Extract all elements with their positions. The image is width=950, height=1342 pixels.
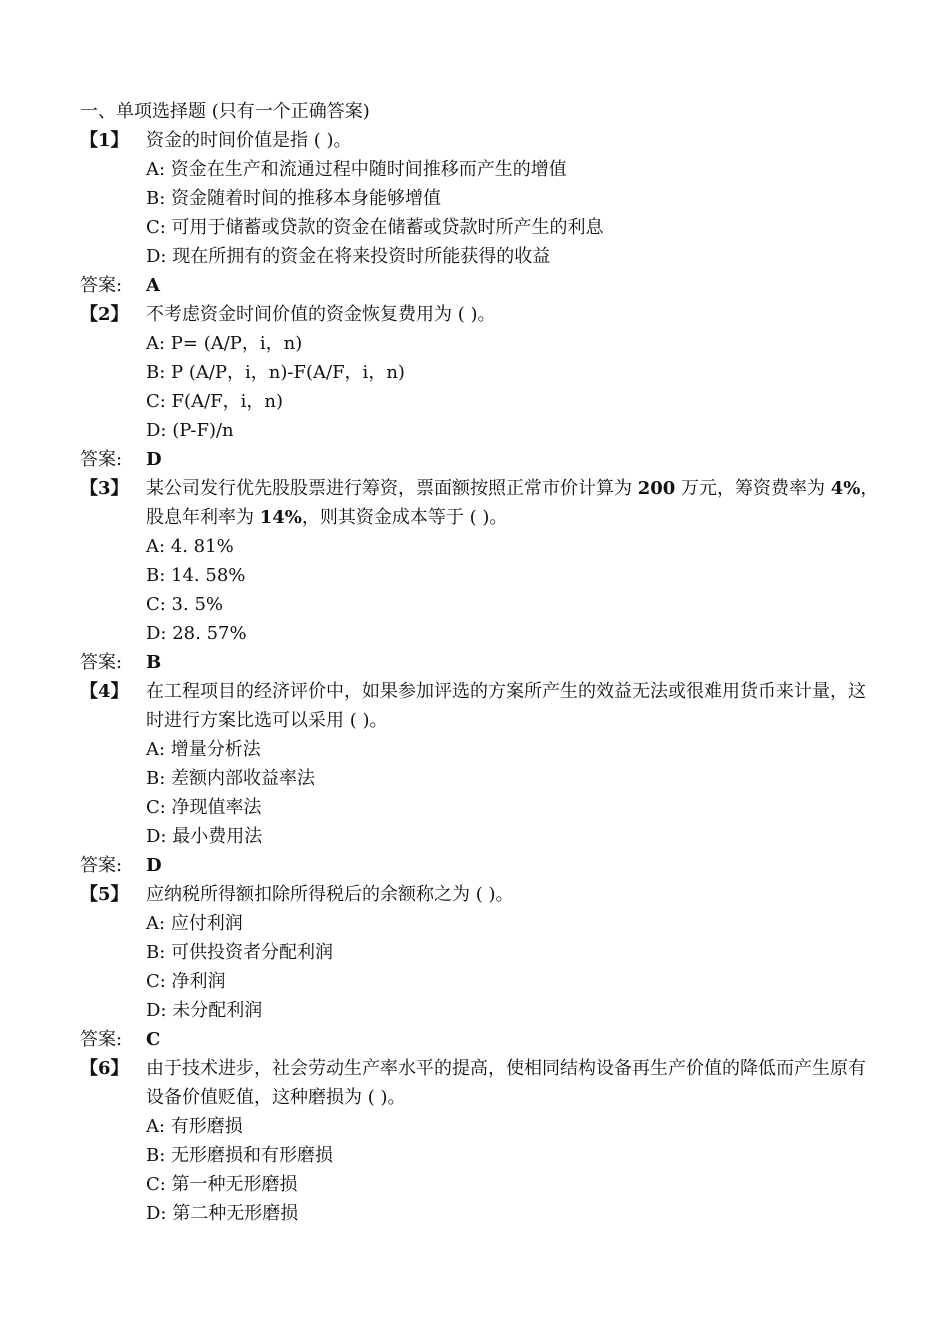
answer-row (80, 271, 880, 300)
answer-row (80, 445, 880, 474)
question-5 (80, 880, 880, 1054)
question-text-segment: 由于技术进步，社会劳动生产率水平的提高，使相同结构设备再生产价值的降低而产生原有设备价值贬值，这种磨损为 ( )。 (146, 1058, 866, 1108)
option-d: D: 最小费用法 (146, 826, 263, 847)
question-text (146, 677, 880, 735)
option-d: D: 未分配利润 (146, 1000, 263, 1021)
question-number: 【2】 (80, 304, 129, 325)
question-text (146, 1054, 880, 1112)
option-b: B: 资金随着时间的推移本身能够增值 (146, 188, 442, 209)
option-b: B: 差额内部收益率法 (146, 768, 316, 789)
option-a: A: 增量分析法 (146, 739, 261, 760)
question-stem-row (80, 677, 880, 735)
option-c: C: 可用于储蓄或贷款的资金在储蓄或贷款时所产生的利息 (146, 217, 604, 238)
question-text-segment: 14% (259, 507, 302, 528)
answer-row (80, 1025, 880, 1054)
question-stem-row (80, 126, 880, 155)
option-b: B: 14. 58% (146, 565, 246, 586)
option-a: A: 应付利润 (146, 913, 243, 934)
option-c: C: 3. 5% (146, 594, 224, 615)
question-2 (80, 300, 880, 474)
answer-label: 答案: (80, 652, 123, 673)
question-text (146, 300, 880, 329)
question-text-segment: 4% (830, 478, 861, 499)
answer-row (80, 851, 880, 880)
answer-value: B (146, 652, 162, 673)
question-number: 【1】 (80, 130, 129, 151)
option-c: C: 第一种无形磨损 (146, 1174, 298, 1195)
answer-value: D (146, 855, 162, 876)
question-list (80, 126, 880, 1228)
answer-label: 答案: (80, 275, 123, 296)
answer-label: 答案: (80, 1029, 123, 1050)
question-3 (80, 474, 880, 677)
question-text-segment: 在工程项目的经济评价中，如果参加评选的方案所产生的效益无法或很难用货币来计量，这时进行方案比选可以采用 ( )。 (146, 681, 866, 731)
question-stem-row (80, 300, 880, 329)
answer-value: D (146, 449, 162, 470)
question-text-segment: 资金的时间价值是指 ( )。 (146, 130, 352, 151)
question-text-segment: 200 (637, 478, 676, 499)
exam-page (80, 98, 880, 1228)
question-1 (80, 126, 880, 300)
option-b: B: P (A/P，i，n)-F(A/F，i，n) (146, 362, 405, 383)
option-a: A: 4. 81% (146, 536, 234, 557)
question-text-segment: 不考虑资金时间价值的资金恢复费用为 ( )。 (146, 304, 496, 325)
answer-label: 答案: (80, 855, 123, 876)
question-text (146, 126, 880, 155)
option-d: D: 28. 57% (146, 623, 247, 644)
option-d: D: (P-F)/n (146, 420, 234, 441)
question-text-segment: 某公司发行优先股股票进行筹资，票面额按照正常市价计算为 (146, 478, 638, 499)
option-d: D: 第二种无形磨损 (146, 1203, 299, 1224)
question-text-segment: 应纳税所得额扣除所得税后的余额称之为 ( )。 (146, 884, 514, 905)
question-text (146, 474, 880, 532)
question-4 (80, 677, 880, 880)
option-c: C: 净利润 (146, 971, 226, 992)
question-text-segment: ，股息年利率为 (146, 478, 879, 528)
question-number: 【3】 (80, 478, 129, 499)
answer-label: 答案: (80, 449, 123, 470)
question-stem-row (80, 1054, 880, 1112)
answer-row (80, 648, 880, 677)
question-number: 【5】 (80, 884, 129, 905)
section-title: 一、单项选择题 (只有一个正确答案) (80, 101, 370, 122)
option-a: A: P= (A/P，i，n) (146, 333, 303, 354)
question-text-segment: ，则其资金成本等于 ( )。 (301, 507, 508, 528)
option-d: D: 现在所拥有的资金在将来投资时所能获得的收益 (146, 246, 551, 267)
question-number: 【4】 (80, 681, 129, 702)
option-a: A: 有形磨损 (146, 1116, 243, 1137)
option-a: A: 资金在生产和流通过程中随时间推移而产生的增值 (146, 159, 567, 180)
option-c: C: 净现值率法 (146, 797, 262, 818)
option-c: C: F(A/F，i，n) (146, 391, 283, 412)
question-text-segment: 万元，筹资费率为 (675, 478, 831, 499)
question-stem-row (80, 880, 880, 909)
question-6 (80, 1054, 880, 1228)
question-stem-row (80, 474, 880, 532)
option-b: B: 可供投资者分配利润 (146, 942, 334, 963)
option-b: B: 无形磨损和有形磨损 (146, 1145, 334, 1166)
answer-value: C (146, 1029, 161, 1050)
question-text (146, 880, 880, 909)
question-number: 【6】 (80, 1058, 129, 1079)
answer-value: A (146, 275, 160, 296)
